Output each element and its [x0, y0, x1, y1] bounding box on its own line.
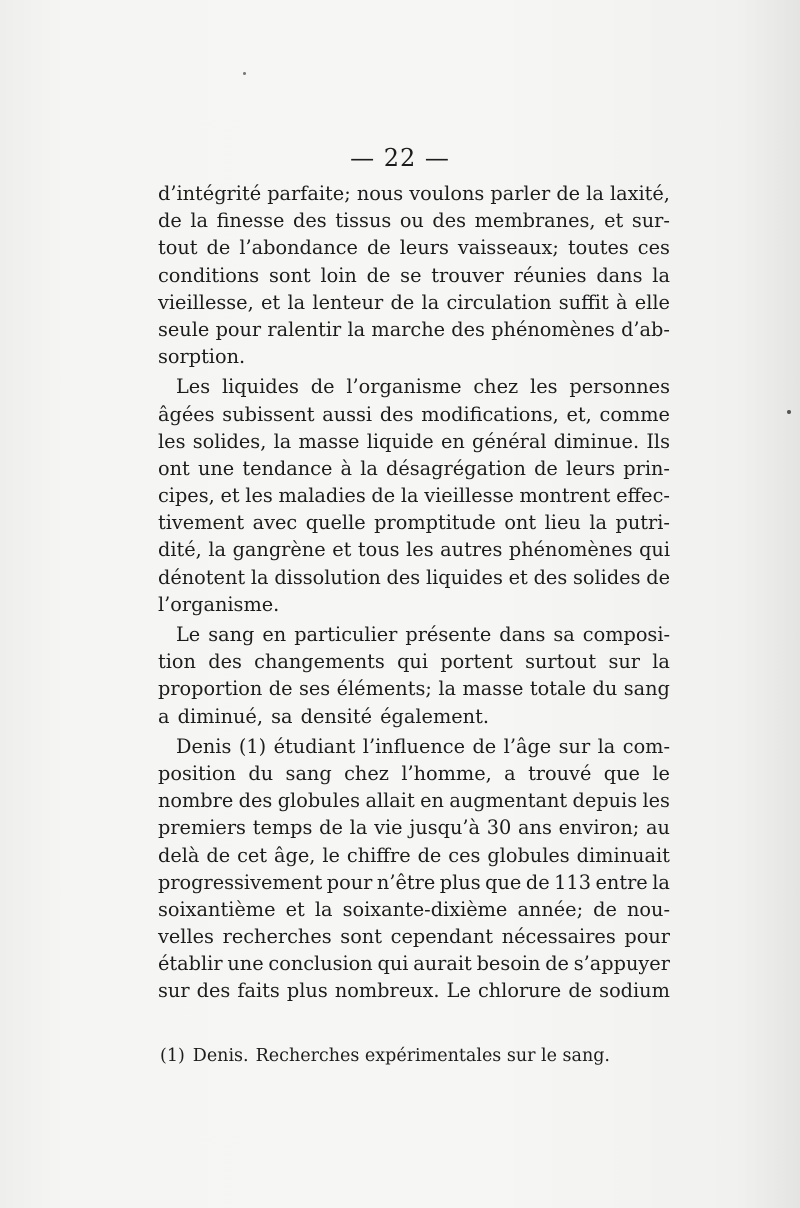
word: dissolution [274, 565, 381, 589]
text-line [158, 869, 670, 896]
word: (1) [238, 734, 267, 758]
word: Denis [176, 734, 232, 758]
word: sa [553, 623, 575, 646]
word: Le [176, 623, 201, 646]
word: effec- [616, 484, 670, 508]
word: conclusion [268, 952, 373, 976]
word: chiffre [346, 843, 411, 867]
text-line [158, 733, 670, 760]
word: la [349, 816, 368, 840]
word: membranes, [474, 209, 596, 233]
word: finesse [216, 209, 285, 233]
word: Le [446, 979, 471, 1003]
word: parler [490, 182, 551, 205]
word: tous [357, 538, 400, 562]
word: présente [405, 623, 492, 646]
word: que [485, 870, 522, 894]
word: progressivement [158, 870, 323, 894]
word: premiers [158, 816, 246, 840]
word: âge, [274, 843, 316, 867]
word: maladies [278, 484, 366, 508]
word: en [262, 623, 287, 646]
word: le [652, 761, 670, 785]
word: gangrène [232, 538, 326, 562]
word: a [504, 761, 516, 785]
word: la [589, 511, 607, 535]
word: avec [252, 511, 298, 535]
word: de [545, 952, 569, 976]
word: année; [517, 897, 584, 921]
word: la [421, 290, 440, 314]
word: lenteur [312, 290, 384, 314]
word: diminue. [553, 429, 640, 453]
word: allait [365, 789, 415, 813]
word: cipes, [158, 484, 215, 508]
word: dans [596, 263, 643, 287]
word: vieillesse [424, 484, 514, 508]
word: sur [608, 650, 640, 674]
word: ces [448, 843, 481, 867]
word: de [646, 565, 670, 589]
word: marche [371, 317, 446, 341]
word: sang [623, 677, 670, 701]
word: la [360, 456, 378, 480]
word: de [310, 375, 335, 399]
word: quelle [305, 511, 366, 535]
word: leurs [566, 456, 616, 480]
word: velles [158, 925, 214, 949]
word: la [190, 209, 208, 233]
text-line: sorption. [158, 345, 246, 369]
word: et [220, 484, 240, 508]
word: des [386, 565, 421, 589]
word: surtout [525, 650, 597, 674]
word: d’ab- [621, 317, 670, 341]
word: depuis [572, 789, 638, 813]
paragraph-2 [158, 373, 670, 618]
word: temps [252, 816, 313, 840]
word: n’être [376, 870, 436, 894]
word: recherches [222, 925, 332, 949]
word: Ils [646, 429, 670, 453]
text-line [158, 536, 670, 563]
word: subissent [222, 402, 315, 426]
word: des [238, 789, 273, 813]
word: réunies [513, 263, 587, 287]
word: totale [529, 677, 587, 701]
word: l’homme, [401, 761, 492, 785]
word: nombre [158, 789, 234, 813]
word: conditions [158, 263, 260, 287]
word: se [400, 263, 422, 287]
word: l’influence [362, 734, 465, 758]
word: personnes [569, 375, 670, 399]
word: qui [377, 952, 409, 976]
word: globules [277, 789, 361, 813]
footnote [160, 1044, 680, 1068]
word: âgées [158, 402, 215, 426]
word: et, [566, 402, 592, 426]
word: de [534, 456, 558, 480]
ink-speck [243, 72, 246, 75]
word: vaisseaux; [457, 236, 559, 260]
word: s’appuyer [573, 952, 670, 976]
word: montrent [519, 484, 611, 508]
word: liquides [221, 375, 299, 399]
word: globules [487, 843, 570, 867]
word: des [379, 402, 414, 426]
word: ces [637, 236, 670, 260]
word: plus [286, 979, 328, 1003]
word: tivement [158, 511, 245, 535]
word: l’organisme [346, 375, 462, 399]
word: étudiant [273, 734, 356, 758]
word: dité, [158, 538, 202, 562]
word: composi- [582, 623, 670, 646]
word: particulier [294, 623, 398, 646]
word: la [400, 484, 419, 508]
word: de [371, 484, 396, 508]
word: nou- [627, 897, 670, 921]
word: d’intégrité [158, 182, 262, 205]
text-line [158, 234, 670, 261]
word: au [646, 816, 670, 840]
text-line [158, 950, 670, 977]
word: chez [473, 375, 519, 399]
word: tendance [242, 456, 333, 480]
word: proportion [158, 677, 263, 701]
word: que [603, 761, 640, 785]
word: des [432, 209, 467, 233]
word: les [406, 538, 434, 562]
text-line [158, 977, 670, 1004]
word: nombreux. [334, 979, 440, 1003]
word: la [586, 182, 604, 205]
word: soixante-dixième [342, 897, 508, 921]
word: de [158, 209, 182, 233]
word: jusqu’à [409, 816, 480, 840]
word: de [472, 734, 497, 758]
word: autres [440, 538, 503, 562]
text-line [158, 289, 670, 316]
word: solides [572, 565, 641, 589]
word: promptitude [374, 511, 496, 535]
word: la [314, 897, 333, 921]
word: soixantième [158, 897, 276, 921]
word: ralentir [267, 317, 342, 341]
word: sont [268, 263, 311, 287]
word: l’âge [503, 734, 552, 758]
word: établir [158, 952, 223, 976]
word: la [438, 677, 456, 701]
word: les [642, 789, 670, 813]
word: nécessaires [501, 925, 616, 949]
word: elle [634, 290, 670, 314]
word: suffit [558, 290, 609, 314]
word: ou [399, 209, 424, 233]
word: augmentant [449, 789, 568, 813]
word: pour [624, 925, 670, 949]
word: changements [254, 650, 385, 674]
word: laxité, [609, 182, 670, 205]
text-line [158, 896, 670, 923]
paragraph-4 [158, 733, 670, 1005]
word: à [616, 290, 628, 314]
word: aurait [413, 952, 472, 976]
text-line [158, 842, 670, 869]
word: cet [237, 843, 268, 867]
text-line [158, 814, 670, 841]
word: la [597, 734, 616, 758]
word: les [530, 375, 558, 399]
text-line [158, 482, 670, 509]
word: de [593, 897, 617, 921]
word: phénomènes [491, 317, 615, 341]
word: sont [340, 925, 382, 949]
word: besoin [476, 952, 541, 976]
word: dénotent [158, 565, 246, 589]
word: solides, [192, 429, 267, 453]
word: comme [599, 402, 670, 426]
word: sang [285, 761, 332, 785]
word: lieu [544, 511, 581, 535]
word: nous [356, 182, 404, 205]
word: masse [462, 677, 524, 701]
word: une [227, 952, 264, 976]
word: de [319, 816, 343, 840]
word: sur [158, 979, 190, 1003]
word: ans [518, 816, 552, 840]
word: une [197, 456, 235, 480]
footnote-author: Denis. [192, 1046, 249, 1066]
word: éléments; [336, 677, 432, 701]
word: entre [595, 870, 648, 894]
word: de [556, 182, 581, 205]
word: liquides [425, 565, 503, 589]
word: de [206, 236, 231, 260]
word: les [158, 429, 186, 453]
word: la [652, 870, 670, 894]
text-line [158, 428, 670, 455]
word: de [390, 290, 415, 314]
word: de [366, 236, 391, 260]
word: toutes [567, 236, 629, 260]
word: du [248, 761, 274, 785]
word: et [285, 897, 305, 921]
word: seule [158, 317, 210, 341]
text-line [158, 923, 670, 950]
text-line: a diminué, sa densité également. [158, 704, 489, 728]
text-line [158, 316, 670, 343]
word: vieillesse, [158, 290, 254, 314]
word: général [472, 429, 547, 453]
text-line [158, 455, 670, 482]
word: aussi [322, 402, 373, 426]
word: 113 [554, 870, 591, 894]
text-line [158, 564, 670, 591]
word: environ; [558, 816, 640, 840]
word: de [525, 870, 550, 894]
word: tion [158, 650, 196, 674]
word: la [287, 290, 306, 314]
word: qui [639, 538, 670, 562]
word: trouvé [528, 761, 592, 785]
ink-speck [787, 410, 791, 414]
word: portent [440, 650, 513, 674]
word: 30 [486, 816, 512, 840]
word: des [196, 979, 231, 1003]
word: faits [237, 979, 280, 1003]
word: tissus [335, 209, 392, 233]
word: des [293, 209, 327, 233]
word: sur- [631, 209, 670, 233]
text-line [158, 675, 670, 702]
text-line [158, 262, 670, 289]
word: les [245, 484, 273, 508]
word: voulons [409, 182, 485, 205]
word: parfaite; [267, 182, 351, 205]
word: liquide [366, 429, 434, 453]
word: la [652, 263, 670, 287]
text-line [158, 621, 670, 648]
word: et [508, 565, 528, 589]
text-line [158, 787, 670, 814]
word: position [158, 761, 236, 785]
word: l’abondance [239, 236, 358, 260]
word: et [332, 538, 352, 562]
paragraph-1 [158, 180, 670, 370]
word: Les [176, 375, 211, 399]
word: la [208, 538, 227, 562]
word: phénomènes [508, 538, 633, 562]
word: de [206, 843, 231, 867]
word: la [250, 565, 269, 589]
body-text [158, 180, 670, 1005]
text-line [158, 509, 670, 536]
word: des [533, 565, 568, 589]
word: masse [298, 429, 360, 453]
text-line [158, 373, 670, 400]
word: de [366, 263, 391, 287]
footnote-title: Recherches expérimentales sur le sang. [255, 1046, 610, 1066]
text-line [158, 648, 670, 675]
word: pour [215, 317, 262, 341]
word: de [268, 677, 293, 701]
word: des [208, 650, 242, 674]
word: vie [374, 816, 403, 840]
word: dans [499, 623, 546, 646]
word: chlorure [477, 979, 562, 1003]
word: cependant [390, 925, 494, 949]
word: ont [158, 456, 190, 480]
word: la [273, 429, 292, 453]
word: diminuait [576, 843, 670, 867]
word: et [261, 290, 281, 314]
word: des [451, 317, 485, 341]
word: chez [344, 761, 389, 785]
word: pour [326, 870, 373, 894]
word: en [420, 789, 444, 813]
word: à [340, 456, 353, 480]
page-number: — 22 — [350, 144, 450, 172]
word: com- [622, 734, 670, 758]
text-line [158, 180, 670, 207]
word: sang [208, 623, 255, 646]
text-line [158, 207, 670, 234]
word: désagrégation [386, 456, 526, 480]
word: modifications, [421, 402, 559, 426]
paragraph-3 [158, 621, 670, 730]
word: la [347, 317, 366, 341]
word: tout [158, 236, 198, 260]
word: la [652, 650, 670, 674]
word: de [417, 843, 442, 867]
word: delà [158, 843, 200, 867]
word: du [592, 677, 618, 701]
word: plus [439, 870, 481, 894]
text-line [158, 760, 670, 787]
word: en [440, 429, 465, 453]
text-line [158, 401, 670, 428]
word: ses [298, 677, 331, 701]
word: le [322, 843, 340, 867]
footnote-marker: (1) [160, 1046, 185, 1066]
word: sur [558, 734, 591, 758]
word: leurs [399, 236, 449, 260]
word: de [568, 979, 593, 1003]
text-line: l’organisme. [158, 592, 280, 616]
word: ont [504, 511, 537, 535]
word: circulation [446, 290, 552, 314]
word: putri- [615, 511, 670, 535]
word: et [604, 209, 624, 233]
word: loin [320, 263, 357, 287]
word: qui [397, 650, 429, 674]
word: prin- [623, 456, 670, 480]
word: sodium [599, 979, 670, 1003]
word: trouver [431, 263, 504, 287]
